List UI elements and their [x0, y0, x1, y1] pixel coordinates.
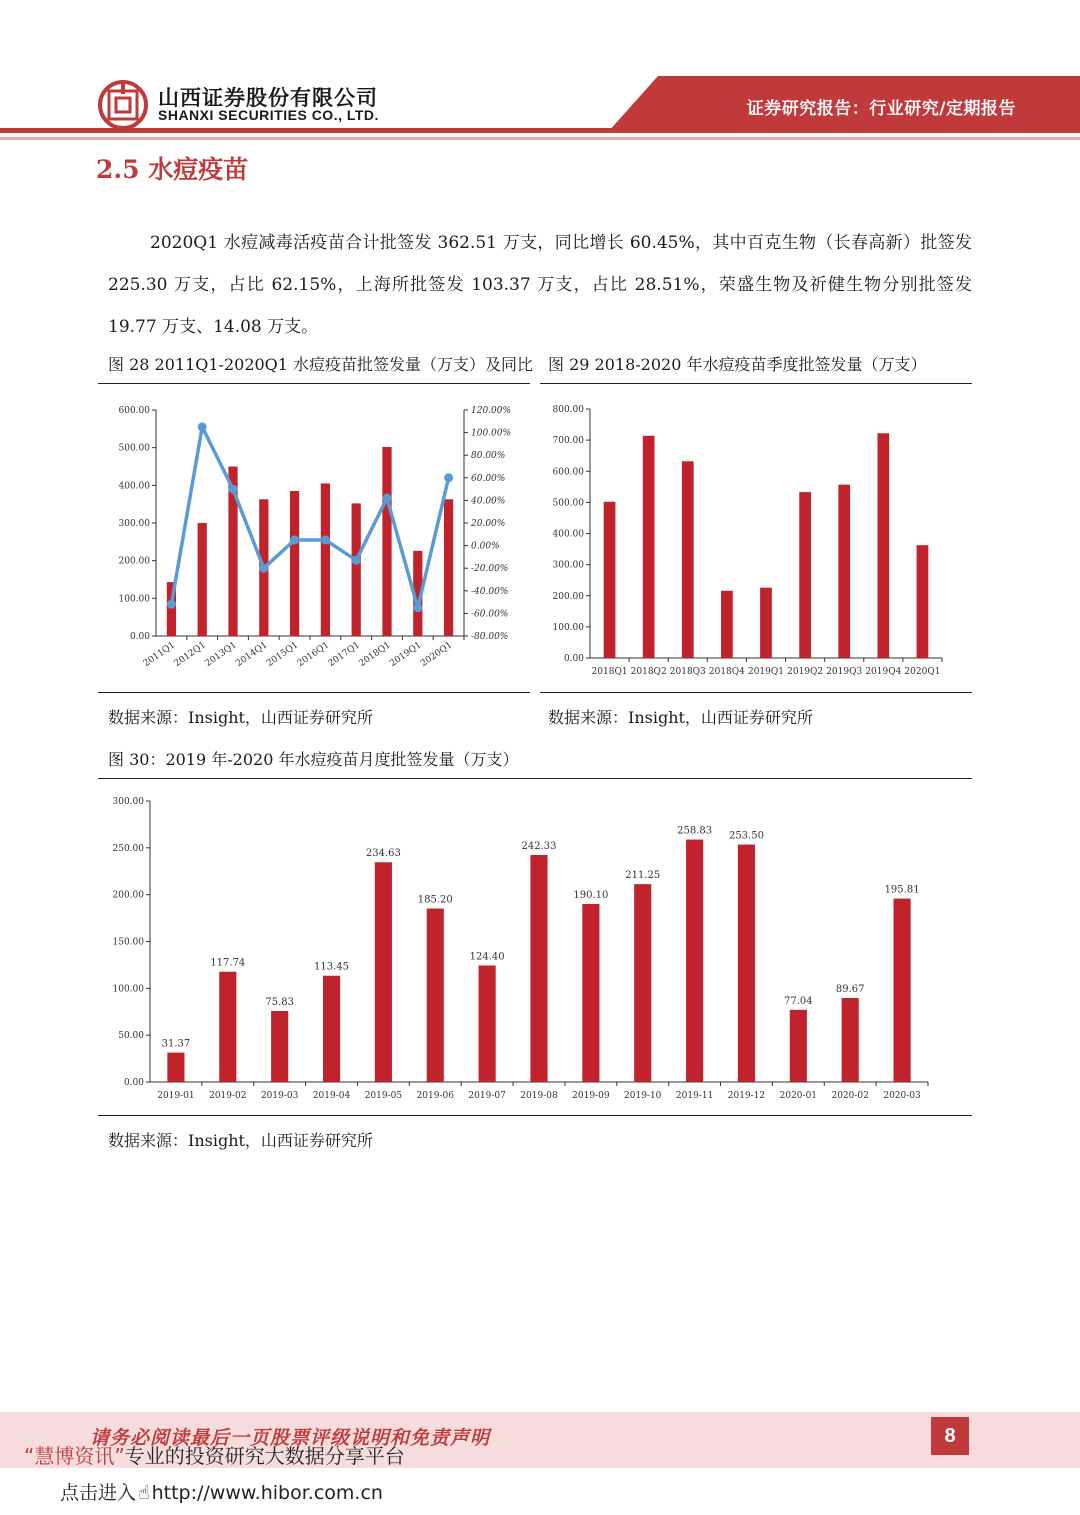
bar: [323, 976, 340, 1082]
bar: [634, 884, 651, 1082]
data-label: 258.83: [677, 825, 713, 837]
watermark-link[interactable]: [60, 1478, 383, 1505]
x-tick-label: 2012Q1: [172, 640, 208, 670]
y2-tick-label: -80.00%: [471, 632, 509, 642]
x-tick-label: 2019-05: [364, 1091, 403, 1101]
x-tick-label: 2019-03: [260, 1091, 299, 1101]
yoy-point: [352, 556, 361, 565]
watermark-brand: “慧博资讯”: [24, 1444, 125, 1468]
bar: [604, 502, 616, 658]
x-tick-label: 2019-04: [312, 1091, 351, 1101]
y-tick-label: 500.00: [552, 498, 584, 509]
yoy-point: [229, 485, 238, 494]
yoy-point: [383, 494, 392, 503]
y2-tick-label: 40.00%: [471, 496, 506, 507]
y-tick-label: 300.00: [112, 797, 144, 807]
y-tick-label: 500.00: [118, 443, 150, 454]
yoy-point: [259, 564, 268, 573]
y-tick-label: 800.00: [552, 405, 584, 415]
y-tick-label: 300.00: [552, 560, 584, 571]
data-label: 89.67: [835, 984, 865, 996]
y2-tick-label: -60.00%: [471, 609, 509, 620]
disclaimer-note: 请务必阅读最后一页股票评级说明和免责声明: [90, 1427, 491, 1449]
data-label: 190.10: [573, 889, 609, 901]
x-tick-label: 2015Q1: [265, 640, 301, 670]
y-tick-label: 400.00: [118, 481, 150, 492]
x-tick-label: 2019-07: [468, 1091, 506, 1101]
x-tick-label: 2020-03: [883, 1091, 921, 1101]
x-tick-label: 2013Q1: [203, 640, 239, 670]
figure-28-top-rule: [98, 383, 530, 384]
data-label: 113.45: [314, 961, 350, 973]
x-tick-label: 2018Q4: [708, 667, 745, 677]
x-tick-label: 2018Q3: [669, 667, 706, 677]
chart-2011-2020-q1: [98, 390, 530, 690]
x-tick-label: 2020Q1: [904, 667, 941, 677]
y-tick-label: 100.00: [112, 984, 144, 995]
y2-tick-label: 100.00%: [471, 428, 512, 439]
yoy-point: [290, 535, 299, 544]
x-tick-label: 2017Q1: [326, 640, 362, 670]
x-tick-label: 2020Q1: [419, 640, 455, 670]
y-tick-label: 100.00: [552, 622, 584, 633]
figure-28-source: 数据来源：Insight，山西证券研究所: [108, 708, 373, 727]
watermark-url[interactable]: http://www.hibor.com.cn: [151, 1482, 383, 1504]
data-label: 117.74: [210, 957, 246, 969]
bar: [842, 998, 859, 1082]
y2-tick-label: -40.00%: [471, 586, 509, 597]
x-tick-label: 2019Q1: [747, 667, 785, 677]
x-tick-label: 2019-09: [572, 1091, 610, 1101]
data-label: 234.63: [365, 848, 401, 860]
data-label: 195.81: [884, 884, 920, 896]
company-logo: [98, 80, 148, 130]
x-tick-label: 2019-10: [624, 1091, 662, 1101]
y-tick-label: 400.00: [552, 529, 584, 540]
y-tick-label: 200.00: [552, 591, 584, 602]
y2-tick-label: 20.00%: [471, 519, 506, 529]
data-label: 124.40: [469, 951, 505, 963]
data-label: 75.83: [265, 996, 294, 1008]
bar: [738, 845, 755, 1082]
report-type: 证券研究报告：行业研究/定期报告: [746, 99, 1016, 119]
bar: [582, 904, 599, 1082]
x-tick-label: 2018Q1: [591, 667, 628, 677]
bar: [643, 436, 655, 658]
y-tick-label: 250.00: [112, 843, 144, 854]
x-tick-label: 2011Q1: [141, 640, 178, 670]
y-tick-label: 0.00: [563, 654, 584, 664]
watermark-slogan-text: 专业的投资研究大数据分享平台: [124, 1444, 405, 1468]
bar: [167, 1053, 184, 1082]
bar: [721, 591, 733, 658]
y-tick-label: 600.00: [118, 406, 150, 416]
watermark-slogan: [24, 1440, 405, 1469]
hand-cursor-icon: ☝: [138, 1482, 150, 1504]
y2-tick-label: 120.00%: [471, 406, 512, 416]
x-tick-label: 2020-02: [831, 1091, 869, 1101]
y2-tick-label: 0.00%: [471, 541, 500, 552]
section-title: 2.5 水痘疫苗: [96, 155, 249, 184]
y2-tick-label: 60.00%: [471, 473, 506, 484]
y-tick-label: 0.00: [123, 1078, 144, 1088]
x-tick-label: 2019Q1: [388, 640, 424, 670]
y-tick-label: 100.00: [118, 594, 150, 605]
bar: [917, 545, 929, 658]
x-tick-label: 2014Q1: [234, 640, 270, 670]
x-tick-label: 2018Q2: [630, 667, 667, 677]
bar: [686, 840, 703, 1082]
chart-2019-2020-monthly: [98, 785, 972, 1110]
figure-30-bottom-rule: [98, 1115, 972, 1116]
data-label: 211.25: [625, 870, 661, 882]
y-tick-label: 50.00: [118, 1031, 144, 1042]
figure-30-top-rule: [98, 778, 972, 779]
bar: [427, 909, 444, 1082]
bar: [219, 972, 236, 1082]
header-rule-light: [0, 137, 1080, 140]
yoy-point: [444, 473, 453, 482]
yoy-point: [413, 603, 422, 612]
figure-29-bottom-rule: [540, 692, 972, 693]
figure-29-source: 数据来源：Insight，山西证券研究所: [548, 708, 813, 727]
page-number: 8: [931, 1417, 969, 1455]
bar: [530, 855, 547, 1082]
bar: [375, 862, 392, 1082]
bar: [790, 1010, 807, 1082]
x-tick-label: 2019-01: [157, 1091, 195, 1101]
figure-28-title: 图 28 2011Q1-2020Q1 水痘疫苗批签发量（万支）及同比: [108, 355, 534, 374]
y2-tick-label: 80.00%: [471, 451, 506, 462]
x-tick-label: 2018Q1: [357, 640, 393, 670]
y-tick-label: 300.00: [118, 519, 150, 529]
x-tick-label: 2019-11: [675, 1091, 714, 1101]
bar: [290, 491, 299, 636]
x-tick-label: 2020-01: [779, 1091, 818, 1101]
figure-29-title: 图 29 2018-2020 年水痘疫苗季度批签发量（万支）: [548, 355, 927, 374]
bar: [894, 899, 911, 1082]
data-label: 77.04: [784, 995, 813, 1007]
figure-30-source: 数据来源：Insight，山西证券研究所: [108, 1131, 373, 1150]
company-name-cn: 山西证券股份有限公司: [158, 86, 378, 110]
x-tick-label: 2019Q4: [865, 667, 902, 677]
x-tick-label: 2019-06: [416, 1091, 454, 1101]
watermark-link-prefix: 点击进入: [60, 1482, 137, 1504]
y-tick-label: 200.00: [118, 556, 150, 567]
y-tick-label: 700.00: [552, 436, 584, 447]
bar: [877, 433, 889, 658]
data-label: 242.33: [521, 841, 557, 853]
y-tick-label: 150.00: [112, 937, 144, 948]
bar: [271, 1011, 288, 1082]
bar: [682, 461, 694, 658]
bar: [321, 483, 330, 636]
yoy-point: [167, 600, 176, 609]
bar: [444, 499, 453, 636]
bar: [479, 965, 496, 1082]
figure-30-title: 图 30：2019 年-2020 年水痘疫苗月度批签发量（万支）: [108, 750, 519, 769]
chart-2018-2020-quarterly: [540, 390, 972, 690]
y-tick-label: 200.00: [112, 890, 144, 901]
body-paragraph: 2020Q1 水痘减毒活疫苗合计批签发 362.51 万支，同比增长 60.45%，其中百克生物（长春高新）批签发 225.30 万支，占比 62.15%，上海所批签发 103.37 万支，占比 28.51%，荣盛生物及祈健生物分别批签发 19.77 万支、14.08 万支。: [108, 233, 972, 337]
data-label: 253.50: [728, 830, 764, 842]
data-label: 185.20: [417, 894, 453, 906]
y-tick-label: 0.00: [129, 632, 150, 642]
yoy-point: [321, 535, 330, 544]
bar: [382, 447, 391, 636]
figure-28-bottom-rule: [98, 692, 530, 693]
y-tick-label: 600.00: [552, 467, 584, 478]
figure-29-top-rule: [540, 383, 972, 384]
x-tick-label: 2016Q1: [295, 640, 332, 670]
yoy-point: [198, 422, 207, 431]
data-label: 31.37: [161, 1038, 191, 1050]
bar: [760, 588, 772, 658]
bar: [838, 485, 850, 658]
bar: [352, 503, 361, 636]
x-tick-label: 2019Q3: [826, 667, 863, 677]
x-tick-label: 2019Q2: [787, 667, 824, 677]
header-rule: [0, 128, 1080, 133]
bar: [198, 523, 207, 636]
bar: [799, 492, 811, 658]
company-name-en: SHANXI SECURITIES CO., LTD.: [158, 107, 379, 123]
x-tick-label: 2019-02: [209, 1091, 247, 1101]
x-tick-label: 2019-08: [520, 1091, 558, 1101]
x-tick-label: 2019-12: [727, 1091, 766, 1101]
yoy-line: [171, 427, 448, 608]
y2-tick-label: -20.00%: [471, 564, 509, 575]
